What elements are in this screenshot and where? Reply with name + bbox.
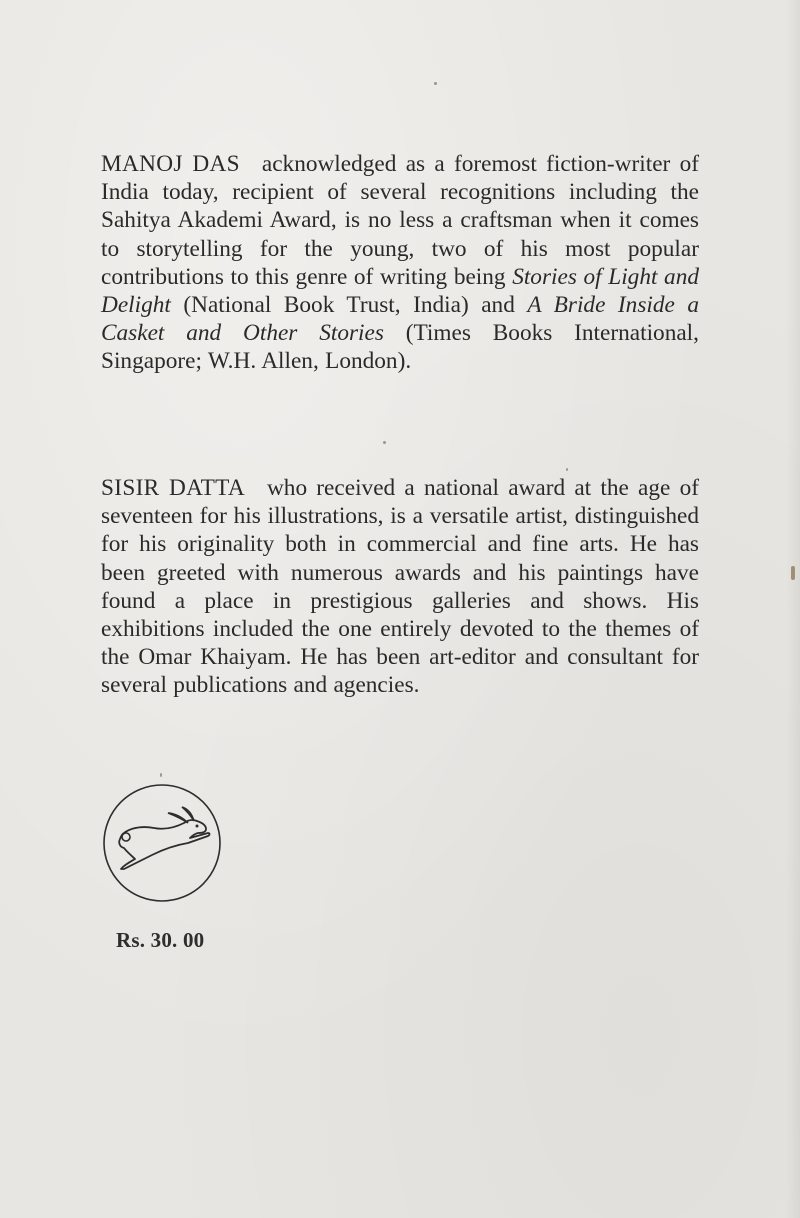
bio-text: (Times Books International, Singapore; W.H. Allen, London). — [101, 320, 699, 375]
bio-text: who received a national award at the age of seventeen for his illustrations, is a versatile artist, distinguished for his originality both in commercial and fine arts. He has been greeted with numerous awards and his paintings have found a place in prestigious galleries and shows. His exhibitions included the one entirely devoted to the themes of the Omar Khaiyam. He has been art-editor and consultant for several publications and agencies. — [101, 475, 699, 699]
paper-speck — [434, 82, 437, 85]
author-name: SISIR DATTA — [101, 475, 245, 501]
bio-text: acknowledged as a foremost fiction-writer of India today, recipient of several recognitions including the Sahitya Akademi Award, is no less a craftsman when it comes to storytelling for the young, two of his most popular contributions to this genre of writing being — [101, 151, 699, 290]
leaping-hare-icon — [102, 783, 222, 903]
paper-speck — [791, 566, 795, 580]
bio-text: (National Book Trust, India) and — [170, 292, 528, 319]
author-bio-manoj-das — [101, 150, 699, 376]
author-bio-sisir-datta — [101, 474, 699, 700]
paper-speck — [383, 441, 386, 444]
paper-speck — [566, 468, 568, 471]
book-title: A Bride Inside a Casket and Other Stories — [101, 292, 699, 347]
author-name: MANOJ DAS — [101, 151, 240, 177]
paper-speck — [160, 773, 162, 777]
page-edge-shadow — [786, 0, 800, 1218]
price-label: Rs. 30. 00 — [116, 928, 205, 952]
book-title: Stories of Light and Delight — [101, 263, 699, 319]
